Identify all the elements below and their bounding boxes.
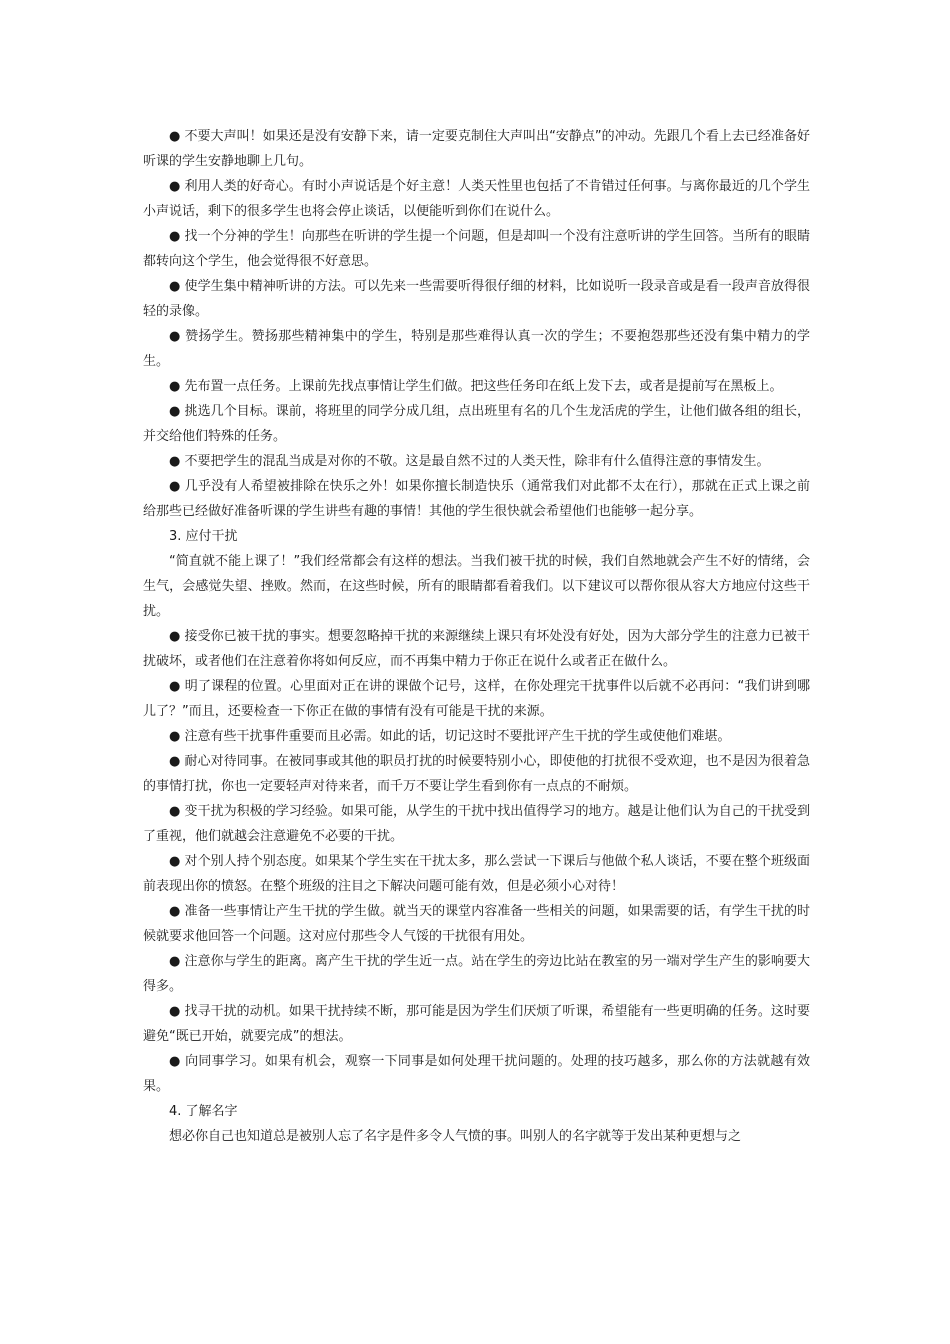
section-heading: 4. 了解名字 xyxy=(169,1104,238,1119)
bullet-paragraph: ● 注意有些干扰事件重要而且必需。如此的话，切记这时不要批评产生干扰的学生或使他们难堪。 xyxy=(169,729,731,744)
bullet-paragraph: ● 找一个分神的学生！向那些在听讲的学生提一个问题，但是却叫一个没有注意听讲的学生回答。当所有的眼睛都转向这个学生，他会觉得很不好意思。 xyxy=(143,229,810,269)
section-heading: 3. 应付干扰 xyxy=(169,529,238,544)
bullet-paragraph: ● 找寻干扰的动机。如果干扰持续不断，那可能是因为学生们厌烦了听课，希望能有一些更明确的任务。这时要避免“既已开始，就要完成”的想法。 xyxy=(143,1004,810,1044)
bullet-paragraph: ● 先布置一点任务。上课前先找点事情让学生们做。把这些任务印在纸上发下去，或者是提前写在黑板上。 xyxy=(169,379,783,394)
bullet-paragraph: ● 耐心对待同事。在被同事或其他的职员打扰的时候要特别小心，即使他的打扰很不受欢迎，也不是因为很着急的事情打扰，你也一定要轻声对待来者，而千万不要让学生看到你有一点点的不耐烦。 xyxy=(143,754,810,794)
bullet-paragraph: ● 对个别人持个别态度。如果某个学生实在干扰太多，那么尝试一下课后与他做个私人谈话，不要在整个班级面前表现出你的愤怒。在整个班级的注目之下解决问题可能有效，但是必须小心对待！ xyxy=(143,854,810,894)
bullet-paragraph: ● 使学生集中精神听讲的方法。可以先来一些需要听得很仔细的材料，比如说听一段录音或是看一段声音放得很轻的录像。 xyxy=(143,279,810,319)
bullet-paragraph: ● 不要把学生的混乱当成是对你的不敬。这是最自然不过的人类天性，除非有什么值得注意的事情发生。 xyxy=(169,454,770,469)
bullet-paragraph: ● 明了课程的位置。心里面对正在讲的课做个记号，这样，在你处理完干扰事件以后就不必再问：“我们讲到哪儿了？”而且，还要检查一下你正在做的事情有没有可能是干扰的来源。 xyxy=(143,679,810,719)
bullet-paragraph: ● 几乎没有人希望被排除在快乐之外！如果你擅长制造快乐（通常我们对此都不太在行），那就在正式上课之前给那些已经做好准备听课的学生讲些有趣的事情！其他的学生很快就会希望他们也能够一起分享。 xyxy=(143,479,810,519)
bullet-paragraph: ● 准备一些事情让产生干扰的学生做。就当天的课堂内容准备一些相关的问题，如果需要的话，有学生干扰的时候就要求他回答一个问题。这对应付那些令人气馁的干扰很有用处。 xyxy=(143,904,810,944)
bullet-paragraph: ● 变干扰为积极的学习经验。如果可能，从学生的干扰中找出值得学习的地方。越是让他们认为自己的干扰受到了重视，他们就越会注意避免不必要的干扰。 xyxy=(143,804,810,844)
bullet-paragraph: ● 注意你与学生的距离。离产生干扰的学生近一点。站在学生的旁边比站在教室的另一端对学生产生的影响要大得多。 xyxy=(143,954,810,994)
bullet-paragraph: ● 不要大声叫！如果还是没有安静下来，请一定要克制住大声叫出“安静点”的冲动。先跟几个看上去已经准备好听课的学生安静地聊上几句。 xyxy=(143,129,810,169)
document-page xyxy=(143,124,810,1149)
bullet-paragraph: ● 挑选几个目标。课前，将班里的同学分成几组，点出班里有名的几个生龙活虎的学生，让他们做各组的组长，并交给他们特殊的任务。 xyxy=(143,404,810,444)
bullet-paragraph: ● 赞扬学生。赞扬那些精神集中的学生，特别是那些难得认真一次的学生；不要抱怨那些还没有集中精力的学生。 xyxy=(143,329,810,369)
body-paragraph: 想必你自己也知道总是被别人忘了名字是件多令人气愤的事。叫别人的名字就等于发出某种更想与之 xyxy=(169,1129,742,1144)
bullet-paragraph: ● 接受你已被干扰的事实。想要忽略掉干扰的来源继续上课只有坏处没有好处，因为大部分学生的注意力已被干扰破坏，或者他们在注意着你将如何反应，而不再集中精力于你正在说什么或者正在做什么。 xyxy=(143,629,810,669)
bullet-paragraph: ● 利用人类的好奇心。有时小声说话是个好主意！人类天性里也包括了不肯错过任何事。与离你最近的几个学生小声说话，剩下的很多学生也将会停止谈话，以便能听到你们在说什么。 xyxy=(143,179,810,219)
body-paragraph: “简直就不能上课了！”我们经常都会有这样的想法。当我们被干扰的时候，我们自然地就会产生不好的情绪，会生气，会感觉失望、挫败。然而，在这些时候，所有的眼睛都看着我们。以下建议可以帮你很从容大方地应付这些干扰。 xyxy=(143,554,810,619)
bullet-paragraph: ● 向同事学习。如果有机会，观察一下同事是如何处理干扰问题的。处理的技巧越多，那么你的方法就越有效果。 xyxy=(143,1054,810,1094)
